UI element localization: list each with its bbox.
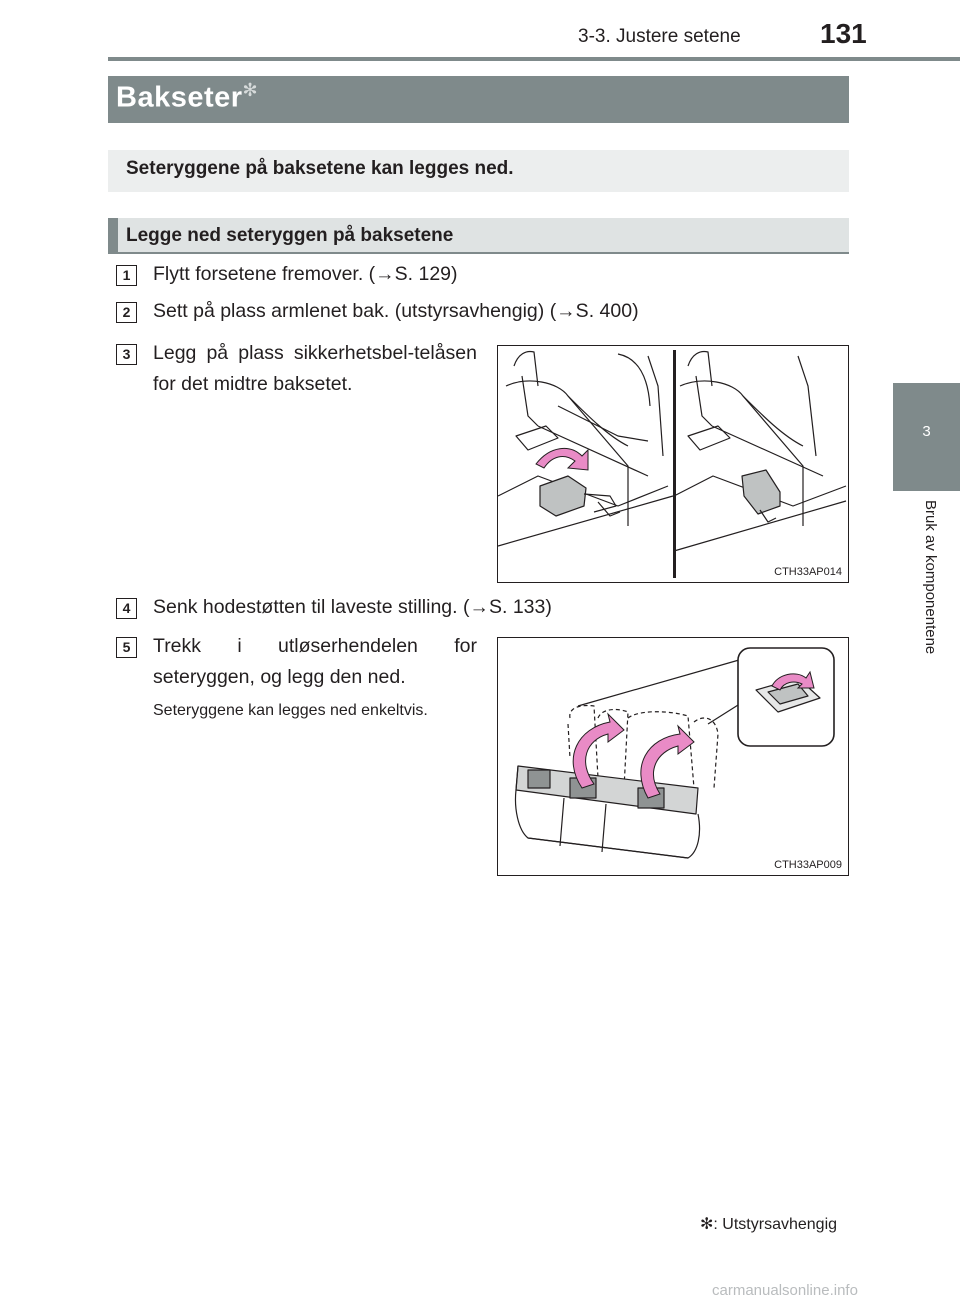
optional-marker: ✻ (242, 80, 259, 100)
figure-code: CTH33AP009 (774, 859, 842, 871)
section-title: 3-3. Justere setene (578, 26, 741, 47)
seatbelt-buckle-illustration (498, 346, 848, 582)
fold-arrow-icon (536, 448, 588, 470)
figure-code: CTH33AP014 (774, 566, 842, 578)
step-number: 2 (116, 302, 137, 323)
figure-seatbelt-buckle (497, 345, 849, 583)
seatback-fold-illustration (498, 638, 848, 875)
footnote: ✻: Utstyrsavhengig (700, 1216, 838, 1233)
step-text: Senk hodestøtten til laveste stilling. (→S. 133) (153, 596, 552, 618)
step-number: 4 (116, 598, 137, 619)
page-number: 131 (820, 18, 867, 49)
subheading-rule (108, 252, 849, 254)
step-number: 1 (116, 265, 137, 286)
step-number: 3 (116, 344, 137, 365)
step-text: Trekk i utløserhendelen for seteryggen, og legg den ned. (153, 635, 477, 688)
watermark: carmanualsonline.info (712, 1282, 858, 1299)
step-text: Sett på plass armlenet bak. (utstyrsavhengig) (→S. 400) (153, 300, 639, 322)
subheading-bar (108, 218, 118, 252)
step-text: Flytt forsetene fremover. (→S. 129) (153, 263, 458, 285)
chapter-title: Bruk av komponentene (922, 500, 939, 655)
heading-text: Bakseter (116, 81, 243, 114)
chapter-number: 3 (922, 423, 931, 440)
step-number: 5 (116, 637, 137, 658)
intro-text: Seteryggene på baksetene kan legges ned. (126, 158, 514, 179)
subheading: Legge ned seteryggen på baksetene (126, 225, 454, 246)
step-note: Seteryggene kan legges ned enkeltvis. (153, 702, 428, 719)
figure-seatback-fold (497, 637, 849, 876)
step-text: Legg på plass sikkerhetsbel-telåsen for det midtre baksetet. (153, 342, 477, 395)
page-heading (116, 80, 258, 115)
header-rule (108, 57, 960, 61)
